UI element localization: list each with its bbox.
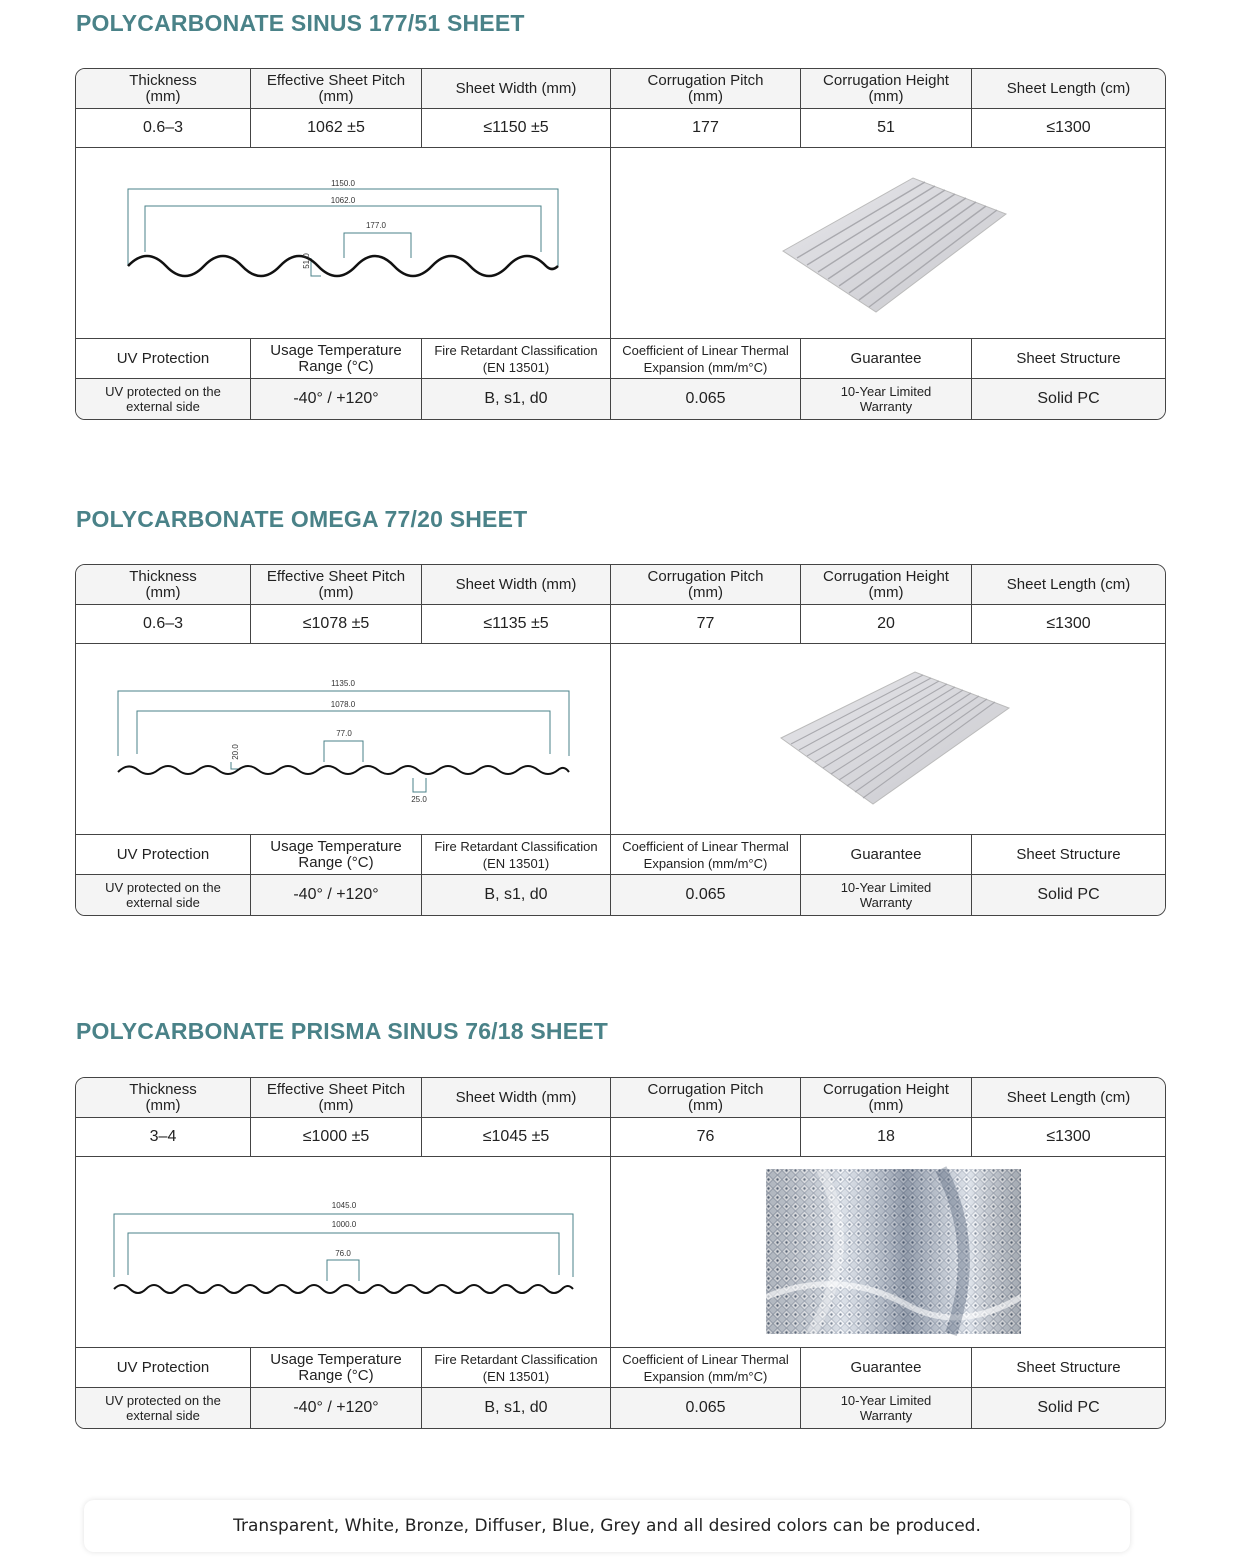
value-sheet-length: ≤1300	[1046, 615, 1091, 632]
media-row	[76, 148, 1165, 339]
header-sheet-structure: Sheet Structure	[1016, 349, 1121, 367]
sheet-image	[611, 644, 1165, 834]
value-corrugation-pitch: 177	[611, 109, 801, 147]
dimension-corrugation: 76.0	[335, 1249, 351, 1258]
value-uv-protection: UV protected on the external side	[76, 379, 251, 419]
dimension-gap: 25.0	[411, 795, 427, 804]
profile-drawing	[76, 148, 611, 338]
section-title: POLYCARBONATE OMEGA 77/20 SHEET	[76, 506, 528, 532]
header-corrugation-pitch: Corrugation Pitch (mm)	[611, 1078, 801, 1117]
value-fire-retardant: B, s1, d0	[422, 1388, 611, 1428]
value-row-2	[76, 875, 1165, 915]
value-thermal-expansion: 0.065	[611, 875, 801, 915]
value-uv-protection: UV protected on the external side	[76, 1388, 251, 1428]
dimension-height: 20.0	[231, 744, 240, 760]
dimension-corrugation: 177.0	[365, 221, 387, 230]
value-thickness: 0.6–3	[76, 109, 251, 147]
header-row-2	[76, 339, 1165, 379]
header-guarantee: Guarantee	[801, 339, 972, 378]
value-corrugation-pitch: 76	[611, 1118, 801, 1156]
media-row	[76, 1157, 1165, 1348]
header-sheet-structure: Sheet Structure	[1016, 845, 1121, 863]
value-corrugation-pitch: 77	[611, 605, 801, 643]
value-corrugation-height: 18	[801, 1118, 972, 1156]
header-usage-temperature: Usage Temperature Range (°C)	[251, 835, 422, 874]
value-thermal-expansion: 0.065	[611, 379, 801, 419]
color-options-note	[84, 1500, 1130, 1552]
value-thickness: 0.6–3	[76, 605, 251, 643]
value-usage-temperature: -40° / +120°	[251, 379, 422, 419]
value-sheet-structure: Solid PC	[1037, 1399, 1100, 1416]
value-guarantee: 10-Year Limited Warranty	[801, 1388, 972, 1428]
value-effective-pitch: ≤1000 ±5	[251, 1118, 422, 1156]
header-uv-protection: UV Protection	[76, 1348, 251, 1387]
header-effective-pitch: Effective Sheet Pitch (mm)	[251, 1078, 422, 1117]
value-usage-temperature: -40° / +120°	[251, 1388, 422, 1428]
header-effective-pitch: Effective Sheet Pitch (mm)	[251, 565, 422, 604]
value-thickness: 3–4	[76, 1118, 251, 1156]
value-row	[76, 1118, 1165, 1157]
header-fire-retardant: Fire Retardant Classification (EN 13501)	[422, 835, 611, 874]
header-sheet-width: Sheet Width (mm)	[422, 1078, 611, 1117]
dimension-width: 1045.0	[331, 1201, 357, 1210]
header-sheet-width: Sheet Width (mm)	[422, 69, 611, 108]
spec-table-sinus-177	[75, 68, 1166, 420]
value-effective-pitch: 1062 ±5	[251, 109, 422, 147]
header-thermal-expansion: Coefficient of Linear Thermal Expansion (mm/m°C)	[611, 1348, 801, 1387]
header-corrugation-height: Corrugation Height (mm)	[801, 565, 972, 604]
header-corrugation-pitch: Corrugation Pitch (mm)	[611, 565, 801, 604]
section-title: POLYCARBONATE SINUS 177/51 SHEET	[76, 10, 525, 36]
value-row-2	[76, 379, 1165, 419]
header-uv-protection: UV Protection	[76, 835, 251, 874]
header-thickness: Thickness (mm)	[76, 1078, 251, 1117]
value-sheet-width: ≤1135 ±5	[422, 605, 611, 643]
sheet-image	[611, 1157, 1165, 1347]
header-sheet-length: Sheet Length (cm)	[1006, 79, 1131, 97]
header-row	[76, 565, 1165, 605]
header-sheet-structure: Sheet Structure	[1016, 1358, 1121, 1376]
header-fire-retardant: Fire Retardant Classification (EN 13501)	[422, 339, 611, 378]
header-sheet-length: Sheet Length (cm)	[1006, 575, 1131, 593]
value-corrugation-height: 20	[801, 605, 972, 643]
header-guarantee: Guarantee	[801, 835, 972, 874]
header-corrugation-height: Corrugation Height (mm)	[801, 1078, 972, 1117]
value-fire-retardant: B, s1, d0	[422, 379, 611, 419]
spec-table-prisma-76	[75, 1077, 1166, 1429]
corrugated-sheet-image	[611, 148, 1165, 339]
header-thermal-expansion: Coefficient of Linear Thermal Expansion (mm/m°C)	[611, 339, 801, 378]
value-thermal-expansion: 0.065	[611, 1388, 801, 1428]
header-effective-pitch: Effective Sheet Pitch (mm)	[251, 69, 422, 108]
value-sheet-structure: Solid PC	[1037, 886, 1100, 903]
header-guarantee: Guarantee	[801, 1348, 972, 1387]
profile-drawing-svg	[76, 1157, 611, 1348]
header-usage-temperature: Usage Temperature Range (°C)	[251, 339, 422, 378]
color-options-text: Transparent, White, Bronze, Diffuser, Blue, Grey and all desired colors can be produced.	[233, 1516, 981, 1536]
value-row-2	[76, 1388, 1165, 1428]
value-sheet-width: ≤1045 ±5	[422, 1118, 611, 1156]
dimension-height: 51.0	[302, 253, 311, 269]
header-thickness: Thickness (mm)	[76, 565, 251, 604]
header-row-2	[76, 835, 1165, 875]
header-row-2	[76, 1348, 1165, 1388]
value-sheet-width: ≤1150 ±5	[422, 109, 611, 147]
value-fire-retardant: B, s1, d0	[422, 875, 611, 915]
value-usage-temperature: -40° / +120°	[251, 875, 422, 915]
header-row	[76, 69, 1165, 109]
spec-table-omega-77	[75, 564, 1166, 916]
prismatic-sheet-photo	[611, 1157, 1165, 1348]
header-row	[76, 1078, 1165, 1118]
value-sheet-length: ≤1300	[1046, 119, 1091, 136]
value-effective-pitch: ≤1078 ±5	[251, 605, 422, 643]
profile-drawing-svg	[76, 148, 611, 339]
dimension-pitch: 1062.0	[330, 196, 356, 205]
header-sheet-length: Sheet Length (cm)	[1006, 1088, 1131, 1106]
value-guarantee: 10-Year Limited Warranty	[801, 875, 972, 915]
profile-drawing	[76, 1157, 611, 1347]
media-row	[76, 644, 1165, 835]
dimension-width: 1150.0	[331, 179, 355, 188]
header-corrugation-height: Corrugation Height (mm)	[801, 69, 972, 108]
value-corrugation-height: 51	[801, 109, 972, 147]
dimension-pitch: 1000.0	[331, 1220, 357, 1229]
header-thickness: Thickness (mm)	[76, 69, 251, 108]
header-fire-retardant: Fire Retardant Classification (EN 13501)	[422, 1348, 611, 1387]
profile-drawing-svg	[76, 644, 611, 835]
header-usage-temperature: Usage Temperature Range (°C)	[251, 1348, 422, 1387]
dimension-corrugation: 77.0	[336, 729, 352, 738]
value-sheet-length: ≤1300	[1046, 1128, 1091, 1145]
header-sheet-width: Sheet Width (mm)	[422, 565, 611, 604]
header-uv-protection: UV Protection	[76, 339, 251, 378]
dimension-pitch: 1078.0	[330, 700, 356, 709]
value-uv-protection: UV protected on the external side	[76, 875, 251, 915]
section-title: POLYCARBONATE PRISMA SINUS 76/18 SHEET	[76, 1018, 609, 1044]
corrugated-sheet-image	[611, 644, 1165, 835]
dimension-width: 1135.0	[331, 679, 355, 688]
header-thermal-expansion: Coefficient of Linear Thermal Expansion (mm/m°C)	[611, 835, 801, 874]
value-row	[76, 109, 1165, 148]
value-sheet-structure: Solid PC	[1037, 390, 1100, 407]
value-guarantee: 10-Year Limited Warranty	[801, 379, 972, 419]
sheet-image	[611, 148, 1165, 338]
value-row	[76, 605, 1165, 644]
header-corrugation-pitch: Corrugation Pitch (mm)	[611, 69, 801, 108]
profile-drawing	[76, 644, 611, 834]
